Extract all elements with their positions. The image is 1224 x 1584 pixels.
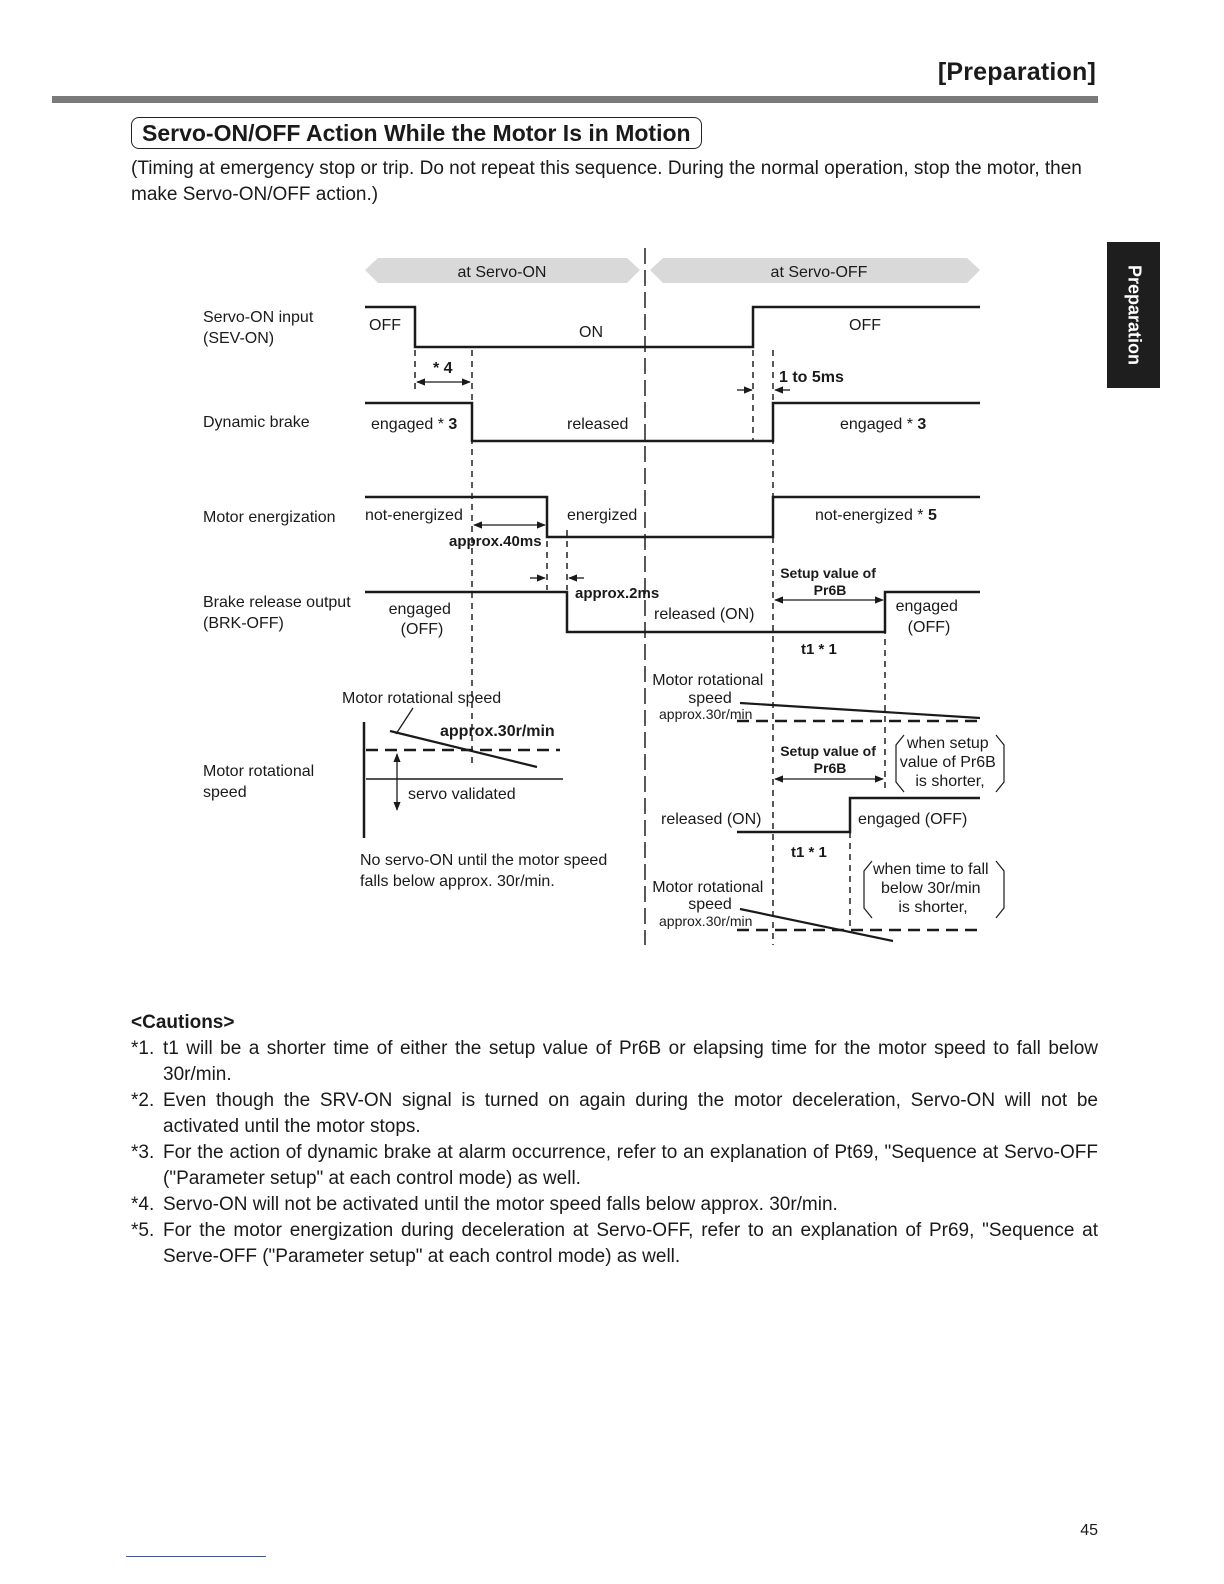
label-approx40ms: approx.40ms bbox=[449, 533, 542, 550]
label-approx30-bold: approx.30r/min bbox=[440, 723, 555, 740]
phase-servo-on-label: at Servo-ON bbox=[457, 264, 547, 281]
label-not-energized: not-energized bbox=[365, 507, 463, 524]
header-title: [Preparation] bbox=[937, 58, 1096, 86]
caution-number: *5. bbox=[131, 1220, 155, 1241]
caution-text: t1 will be a shorter time of either the setup value of Pr6B or elapsing time for the motor speed to fall below 30r/min. bbox=[163, 1038, 1098, 1085]
caution-text: Even though the SRV-ON signal is turned on again during the motor deceleration, Servo-ON will not be activated until the motor stops. bbox=[163, 1090, 1098, 1137]
caution-number: *1. bbox=[131, 1038, 155, 1059]
speed-curve-r1 bbox=[740, 703, 980, 718]
signal-dynamic-brake: Dynamic brake bbox=[203, 414, 310, 431]
speed-curve-r2 bbox=[740, 909, 893, 941]
label-released: released bbox=[567, 416, 629, 433]
label-off-left: OFF bbox=[369, 317, 401, 334]
label-t1-bottom: t1 * 1 bbox=[791, 844, 827, 861]
label-energized: energized bbox=[567, 507, 638, 524]
signal-motor-speed: Motor rotational speed bbox=[203, 763, 315, 801]
caution-number: *4. bbox=[131, 1194, 155, 1215]
caution-number: *3. bbox=[131, 1142, 155, 1163]
section-title: Servo-ON/OFF Action While the Motor Is in Motion bbox=[131, 117, 702, 149]
waveform-servo-on bbox=[365, 307, 980, 347]
label-engaged3-right: engaged * 3 bbox=[840, 416, 927, 433]
caution-item bbox=[131, 1218, 1098, 1270]
label-released-on-lower: released (ON) bbox=[661, 811, 762, 828]
caution-text: For the action of dynamic brake at alarm occurrence, refer to an explanation of Pt69, "Sequence at Servo-OFF ("Parameter setup" at each control mode) as well. bbox=[163, 1142, 1098, 1189]
label-when-time: when time to fall below 30r/min is shorter, bbox=[872, 861, 989, 916]
label-engaged3-left: engaged * 3 bbox=[371, 416, 458, 433]
signal-motor-energization: Motor energization bbox=[203, 509, 336, 526]
cautions-title: <Cautions> bbox=[131, 1012, 235, 1033]
caution-item bbox=[131, 1192, 1098, 1218]
label-motor-rot-speed-left: Motor rotational speed bbox=[342, 690, 502, 707]
label-motor-rot-speed-r1: Motor rotational speed bbox=[652, 672, 764, 707]
label-off-right: OFF bbox=[849, 317, 881, 334]
label-released-on: released (ON) bbox=[654, 606, 755, 623]
caution-item bbox=[131, 1140, 1098, 1192]
cautions-section bbox=[131, 1010, 1098, 1270]
label-setup-pr6b-top: Setup value of Pr6B bbox=[780, 565, 876, 598]
label-on: ON bbox=[579, 324, 603, 341]
footer-link-line[interactable] bbox=[126, 1556, 266, 1557]
label-motor-rot-speed-r2: Motor rotational speed bbox=[652, 879, 764, 913]
pointer-motor-speed-left bbox=[396, 708, 413, 734]
caution-text: For the motor energization during deceleration at Servo-OFF, refer to an explanation of Pr69, "Sequence at Serve-OFF ("Parameter setup" at each control mode) as well. bbox=[163, 1220, 1098, 1267]
side-tab-label: Preparation bbox=[1124, 264, 1144, 366]
signal-servo-on-input: Servo-ON input (SEV-ON) bbox=[203, 309, 314, 347]
label-approx2ms: approx.2ms bbox=[575, 585, 660, 602]
label-setup-pr6b-mid: Setup value of Pr6B bbox=[780, 743, 876, 776]
label-engaged-off-left: engaged (OFF) bbox=[388, 601, 451, 638]
label-star4: * 4 bbox=[433, 360, 453, 377]
label-1to5ms: 1 to 5ms bbox=[779, 369, 844, 386]
label-when-setup: when setup value of Pr6B is shorter, bbox=[899, 735, 996, 790]
signal-brake-release-output: Brake release output (BRK-OFF) bbox=[203, 594, 351, 632]
caution-number: *2. bbox=[131, 1090, 155, 1111]
label-engaged-off-right: engaged (OFF) bbox=[895, 598, 958, 636]
label-no-servo-on: No servo-ON until the motor speed falls below approx. 30r/min. bbox=[360, 852, 608, 890]
label-servo-validated: servo validated bbox=[408, 786, 516, 803]
label-approx30-r2: approx.30r/min bbox=[659, 913, 753, 929]
phase-servo-off-label: at Servo-OFF bbox=[770, 264, 868, 281]
page-number: 45 bbox=[1080, 1522, 1098, 1539]
caution-item bbox=[131, 1088, 1098, 1140]
caution-text: Servo-ON will not be activated until the motor speed falls below approx. 30r/min. bbox=[163, 1194, 838, 1215]
caution-item bbox=[131, 1036, 1098, 1088]
label-approx30-r1: approx.30r/min bbox=[659, 706, 753, 722]
intro-paragraph: (Timing at emergency stop or trip. Do not repeat this sequence. During the normal operation, stop the motor, then make Servo-ON/OFF action.) bbox=[131, 158, 1082, 205]
label-not-energized5: not-energized * 5 bbox=[815, 507, 937, 524]
label-t1-top: t1 * 1 bbox=[801, 641, 837, 658]
label-engaged-off-lower: engaged (OFF) bbox=[858, 811, 968, 828]
